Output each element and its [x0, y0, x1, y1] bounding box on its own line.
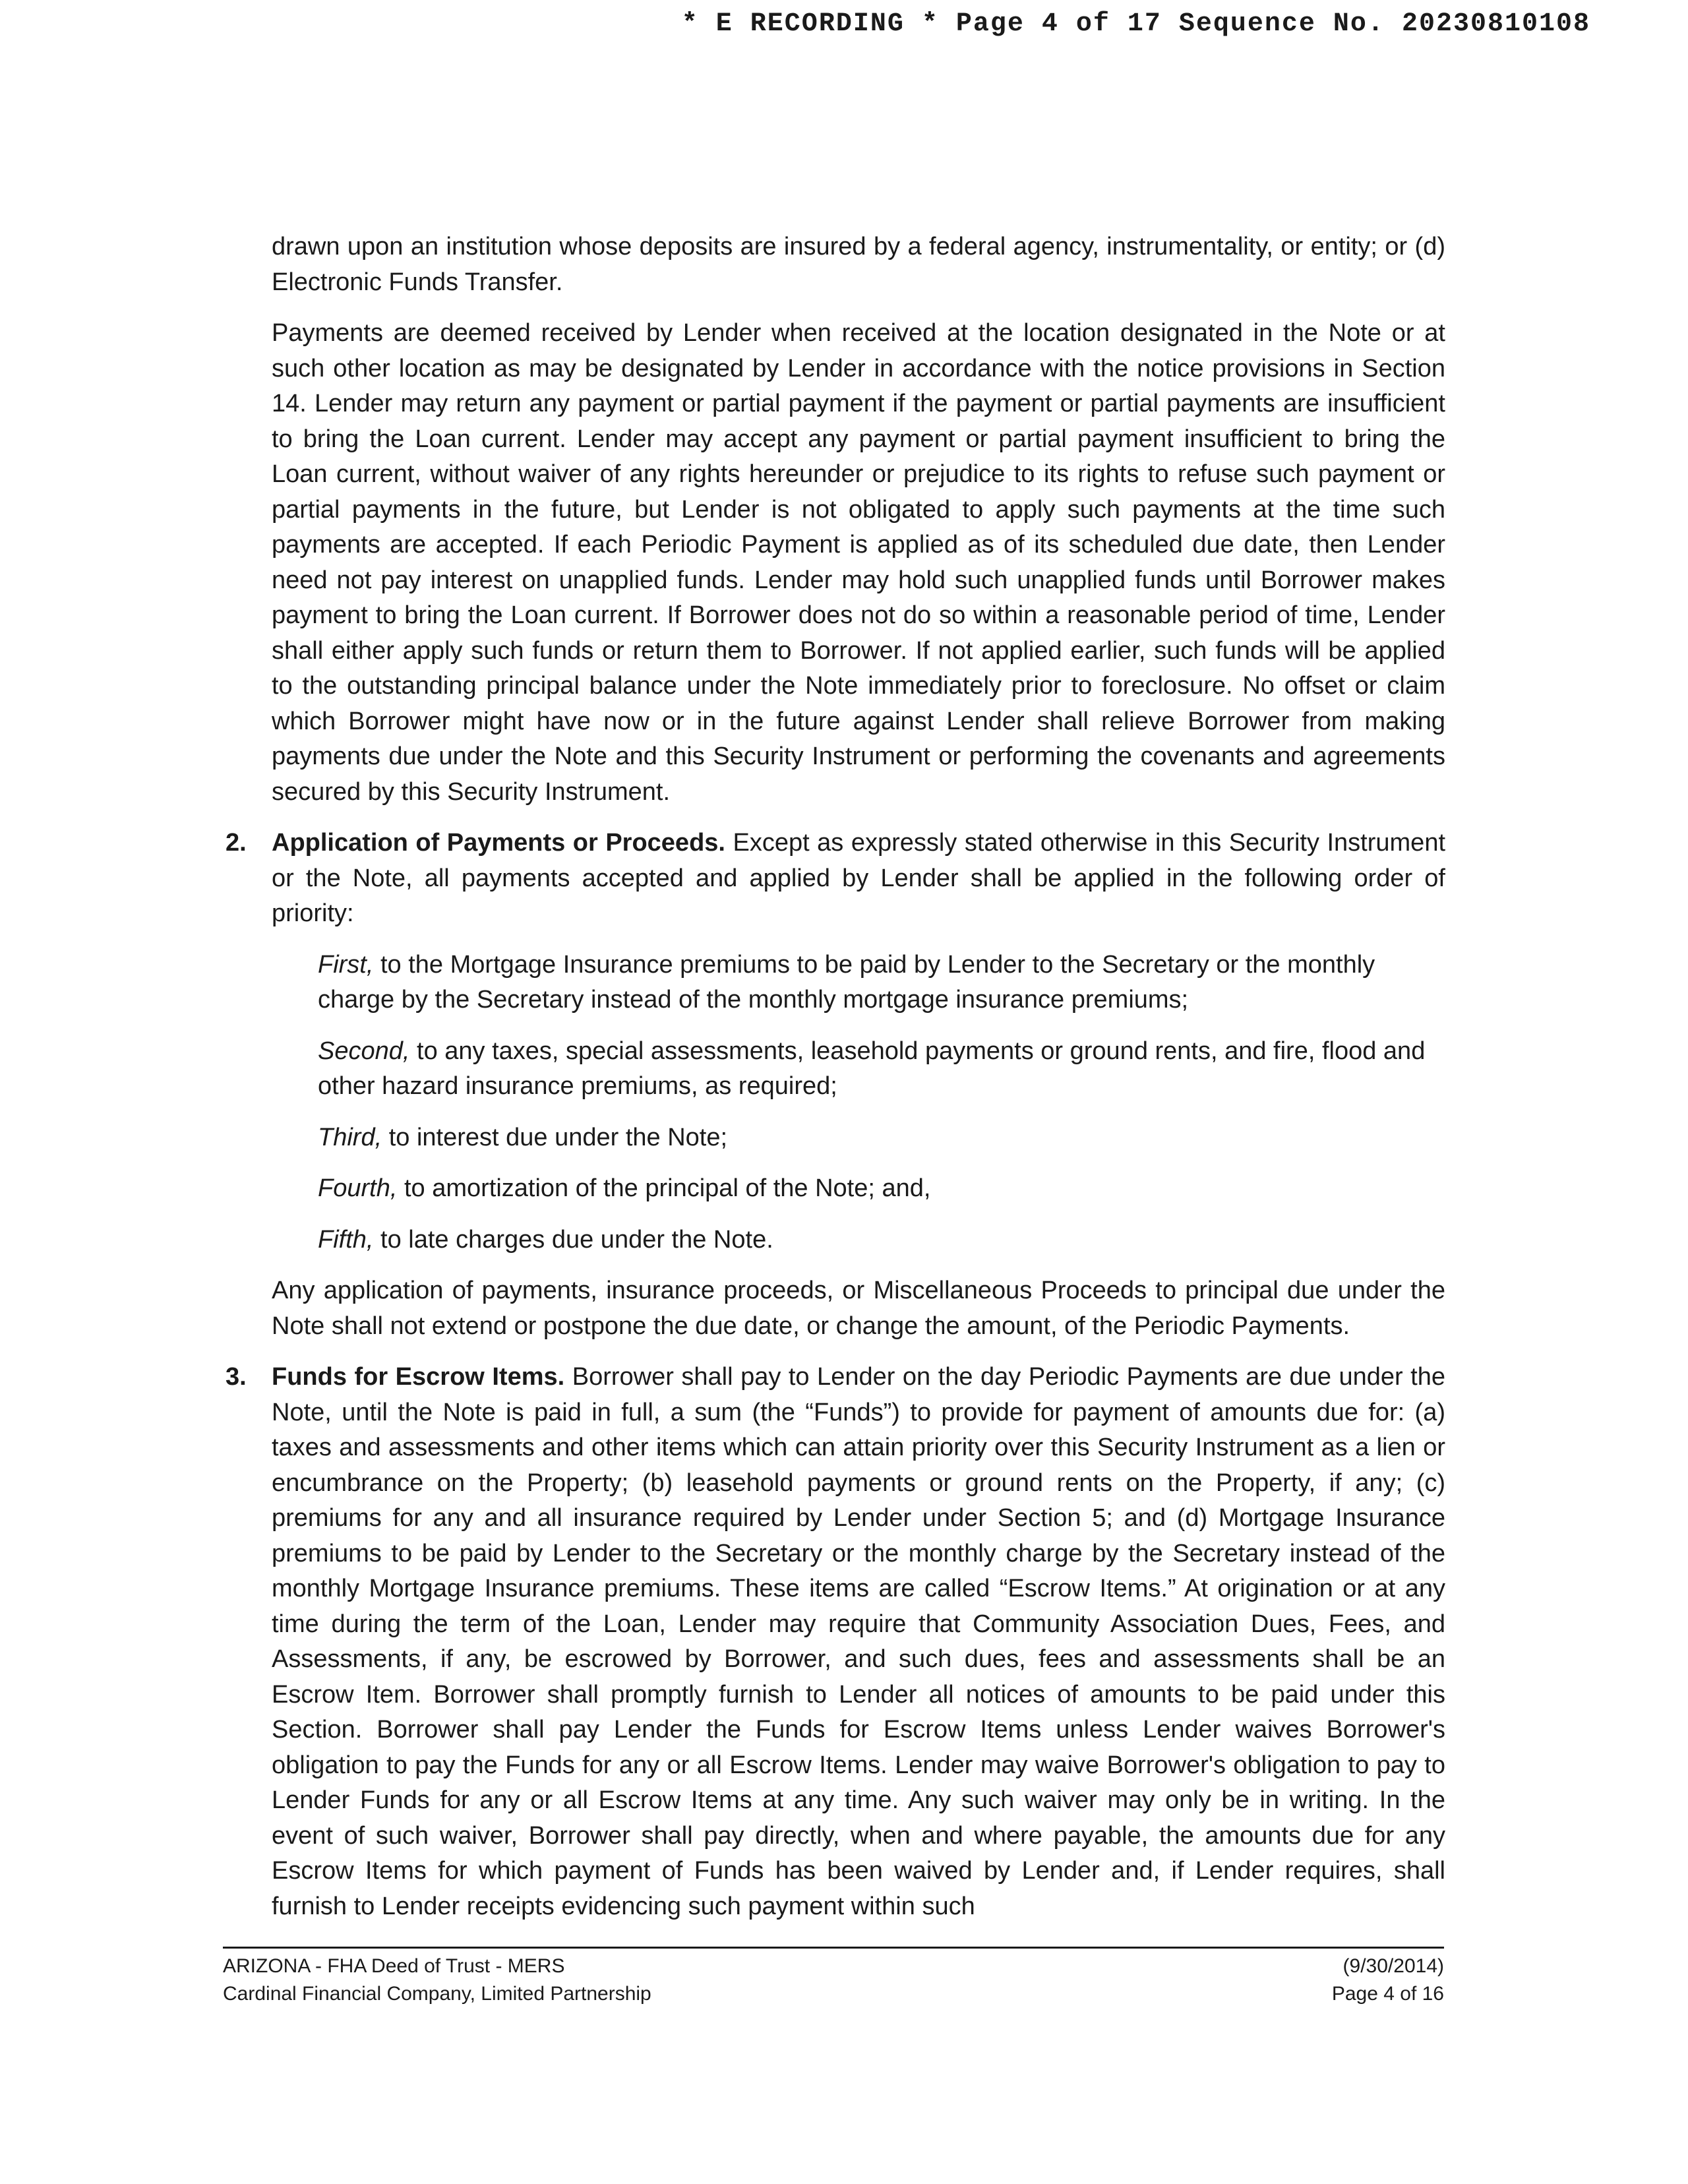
recording-stamp: * E RECORDING * Page 4 of 17 Sequence No. 20230810108 — [681, 9, 1590, 39]
footer-row-1 — [223, 1953, 1444, 1980]
footer-company: Cardinal Financial Company, Limited Partnership — [223, 1983, 651, 2005]
section-3-heading: Funds for Escrow Items. — [272, 1363, 565, 1391]
section-3-body — [272, 1360, 1445, 1924]
priority-text: to late charges due under the Note. — [373, 1225, 773, 1254]
page-footer — [223, 1947, 1444, 2008]
priority-text: to any taxes, special assessments, leasehold payments or ground rents, and fire, flood and other hazard insurance premiums, as required; — [318, 1037, 1426, 1100]
footer-row-2 — [223, 1980, 1444, 2008]
footer-page-number: Page 4 of 16 — [1331, 1983, 1444, 2005]
footer-form-date: (9/30/2014) — [1342, 1955, 1444, 1977]
section-2 — [226, 826, 1446, 1344]
priority-item-second — [318, 1034, 1445, 1105]
section-2-closing: Any application of payments, insurance proceeds, or Miscellaneous Proceeds to principal due under the Note shall not extend or postpone the due date, or change the amount, of the Periodic Payments. — [272, 1277, 1445, 1340]
paragraph-continuation: drawn upon an institution whose deposits are insured by a federal agency, instrumentality, or entity; or (d) Electronic Funds Transfer. — [272, 233, 1445, 296]
priority-ordinal: Fifth, — [318, 1225, 374, 1254]
section-3 — [226, 1360, 1445, 1924]
section-3-text: Borrower shall pay to Lender on the day Periodic Payments are due under the Note, until the Note is paid in full, a sum (the “Funds”) to provide for payment of amounts due for: (a) taxes and assessments and other items which can attain priority over this Security Instrument as a lien or encumbrance on the Property; (b) leasehold payments or ground rents on the Property, if any; (c) premiums for any and all insurance required by Lender under Section 5; and (d) Mortgage Insurance premiums to be paid by Lender to the Secretary or the monthly charge by the Secretary instead of the monthly Mortgage Insurance premiums. These items are called “Escrow Items.” At origination or at any time during the term of the Loan, Lender may require that Community Association Dues, Fees, and Assessments, if any, be escrowed by Borrower, and such dues, fees and assessments shall be an Escrow Item. Borrower shall promptly furnish to Lender all notices of amounts to be paid under this Section. Borrower shall pay Lender the Funds for Escrow Items unless Lender waives Borrower's obligation to pay the Funds for any or all Escrow Items. Lender may waive Borrower's obligation to pay to Lender Funds for any or all Escrow Items at any time. Any such waiver may only be in writing. In the event of such waiver, Borrower shall pay directly, when and where payable, the amounts due for any Escrow Items for which payment of Funds has been waived by Lender and, if Lender requires, shall furnish to Lender receipts evidencing such payment within such — [272, 1363, 1445, 1920]
section-2-number: 2. — [226, 829, 247, 857]
priority-ordinal: First, — [318, 950, 374, 979]
priority-ordinal: Third, — [318, 1123, 382, 1151]
priority-text: to the Mortgage Insurance premiums to be paid by Lender to the Secretary or the monthly charge by the Secretary instead of the monthly mortgage insurance premiums; — [318, 950, 1375, 1014]
priority-ordinal: Fourth, — [318, 1174, 398, 1202]
section-2-heading: Application of Payments or Proceeds. — [272, 829, 725, 857]
paragraph-payments-received: Payments are deemed received by Lender when received at the location designated in the Note or at such other location as may be designated by Lender in accordance with the notice provisions in Section 14. Lender may return any payment or partial payment if the payment or partial payments are insufficient to bring the Loan current. Lender may accept any payment or partial payment insufficient to bring the Loan current, without waiver of any rights hereunder or prejudice to its rights to refuse such payment or partial payments in the future, but Lender is not obligated to apply such payments at the time such payments are accepted. If each Periodic Payment is applied as of its scheduled due date, then Lender need not pay interest on unapplied funds. Lender may hold such unapplied funds until Borrower makes payment to bring the Loan current. If Borrower does not do so within a reasonable period of time, Lender shall either apply such funds or return them to Borrower. If not applied earlier, such funds will be applied to the outstanding principal balance under the Note immediately prior to foreclosure. No offset or claim which Borrower might have now or in the future against Lender shall relieve Borrower from making payments due under the Note and this Security Instrument or performing the covenants and agreements secured by this Security Instrument. — [272, 319, 1445, 806]
document-body — [226, 229, 1446, 1940]
priority-text: to amortization of the principal of the Note; and, — [397, 1174, 931, 1202]
section-2-intro — [272, 826, 1445, 932]
priority-item-fifth — [318, 1223, 1445, 1258]
priority-text: to interest due under the Note; — [382, 1123, 728, 1151]
footer-form-title: ARIZONA - FHA Deed of Trust - MERS — [223, 1955, 565, 1977]
section-3-number: 3. — [226, 1363, 247, 1391]
priority-item-fourth — [318, 1171, 1445, 1207]
priority-list — [318, 948, 1445, 1258]
priority-item-first — [318, 948, 1445, 1018]
section-2-text: Except as expressly stated otherwise in this Security Instrument or the Note, all payments accepted and applied by Lender shall be applied in the following order of priority: — [272, 829, 1446, 927]
priority-ordinal: Second, — [318, 1037, 410, 1065]
priority-item-third — [318, 1120, 1445, 1156]
